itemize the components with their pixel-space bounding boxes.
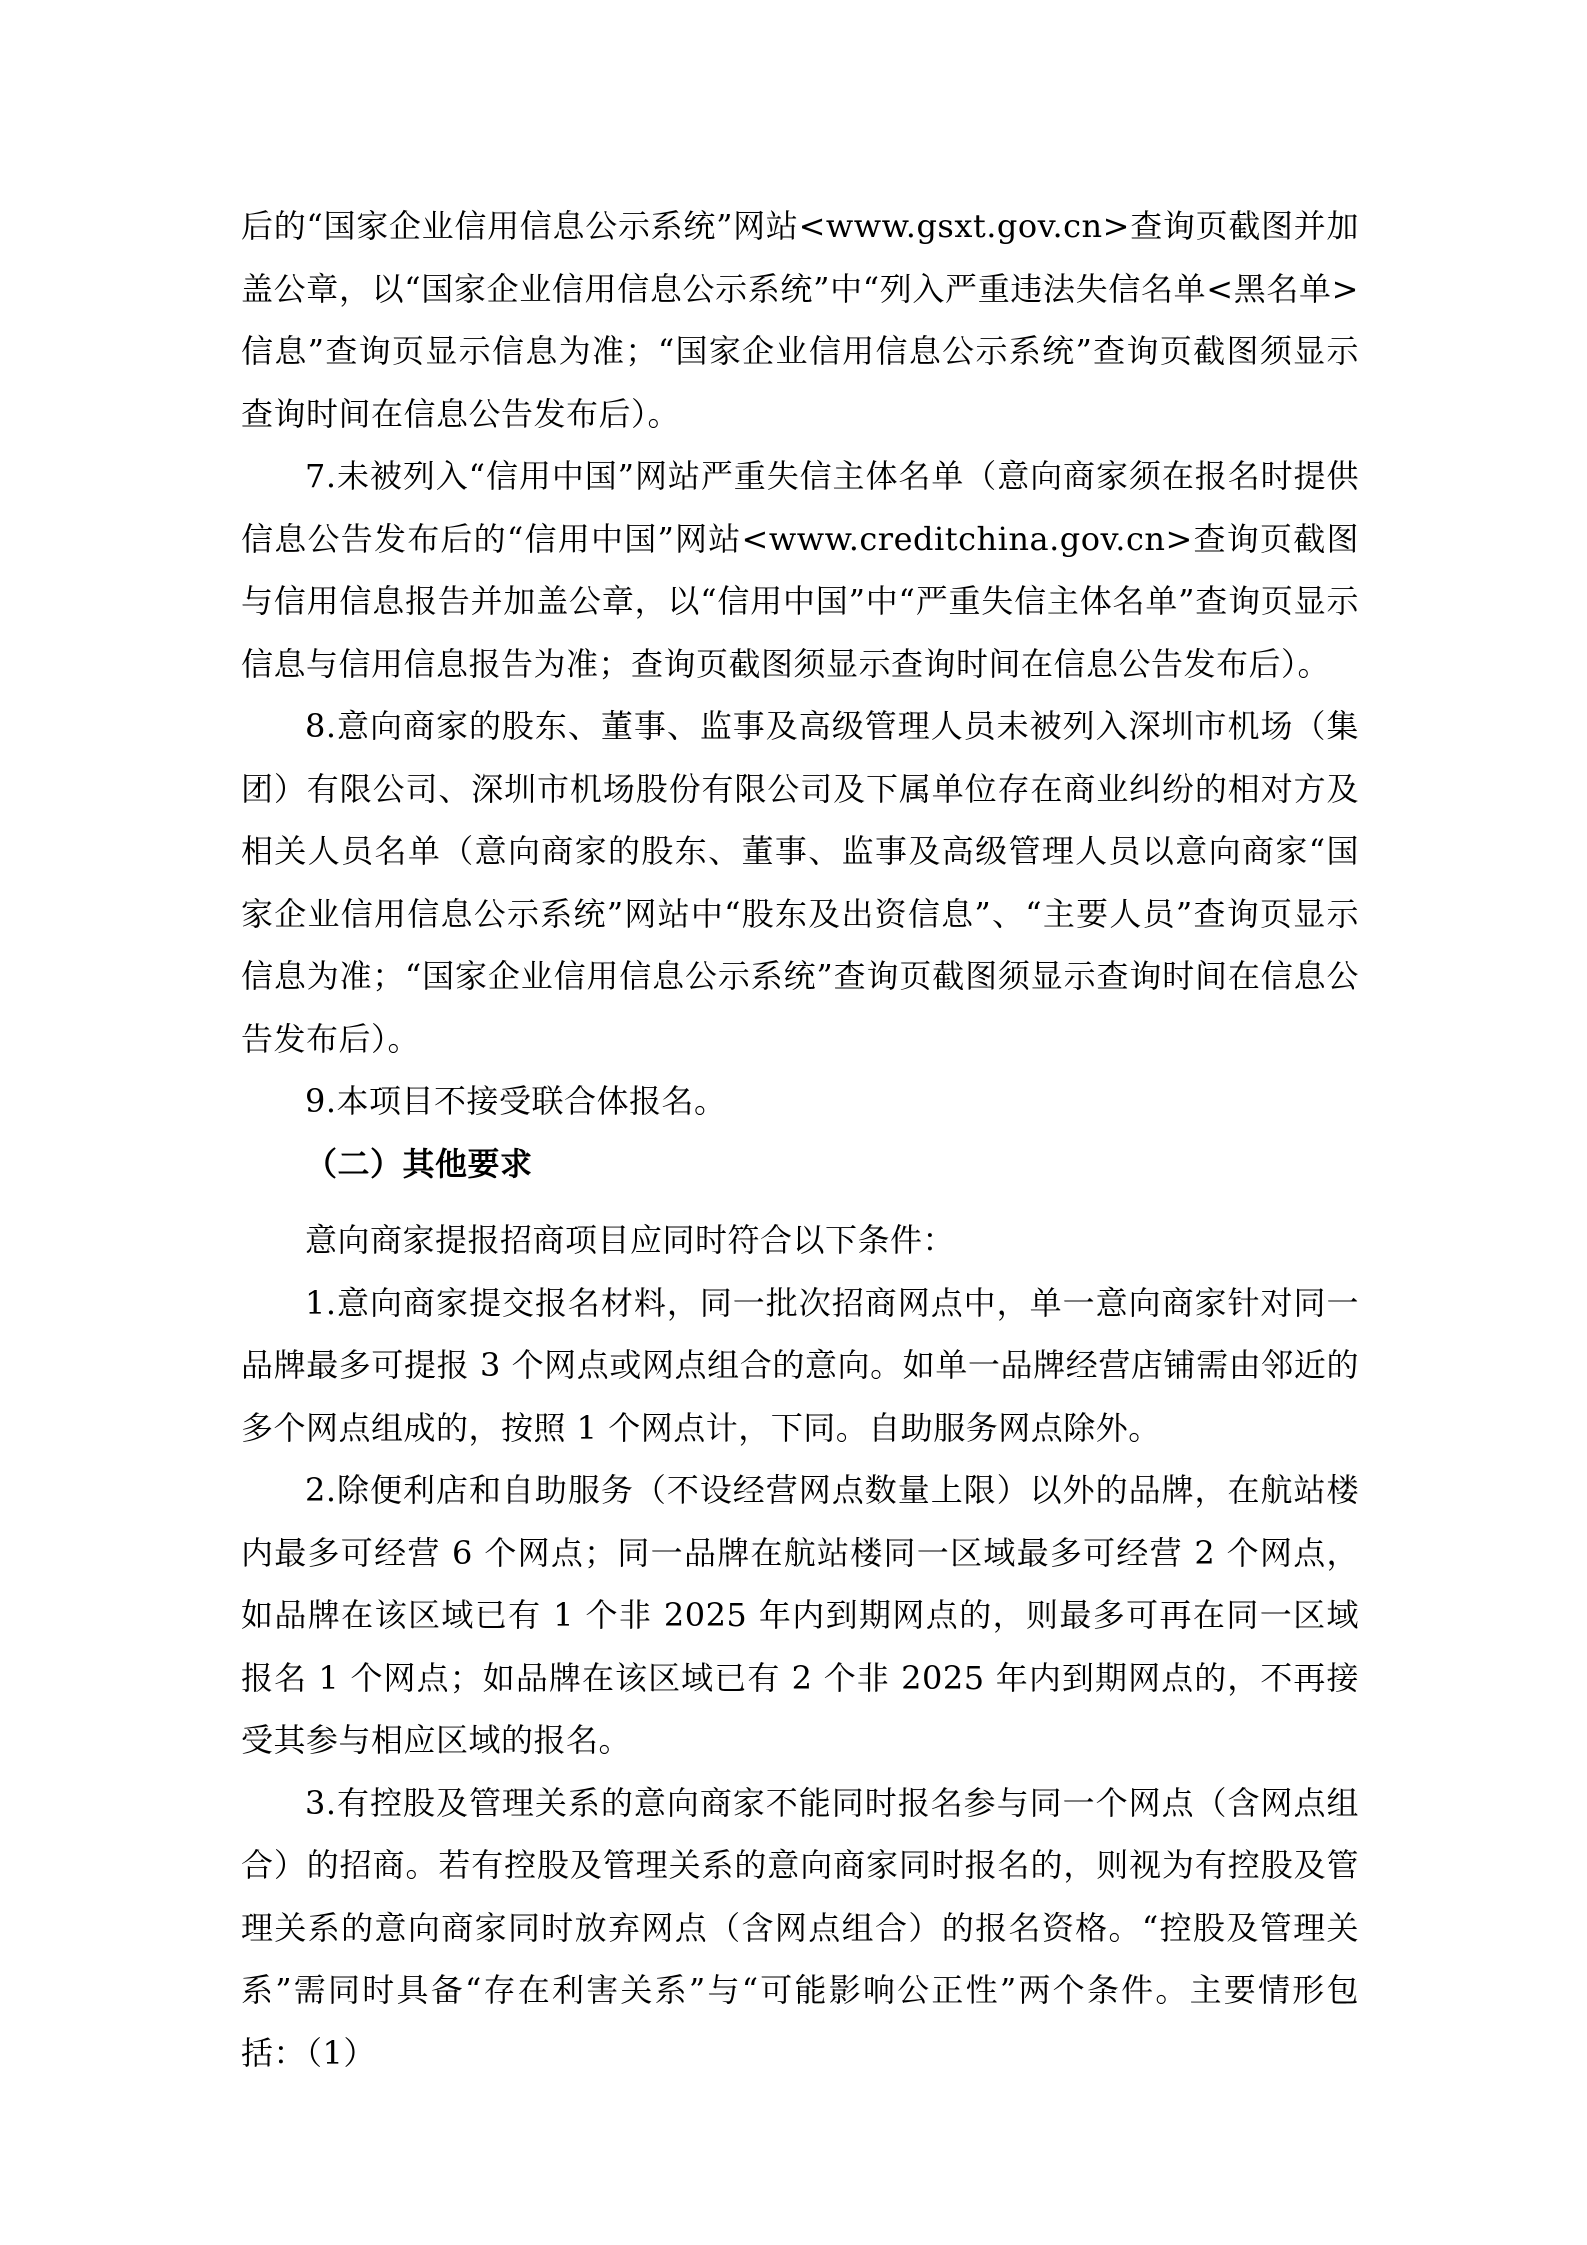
paragraph-item-7: 7.未被列入“信用中国”网站严重失信主体名单（意向商家须在报名时提供信息公告发布后的“信用中国”网站<www.creditchina.gov.cn>查询页截图与信用信息报告并加盖公章，以“信用中国”中“严重失信主体名单”查询页显示信息与信用信息报告为准；查询页截图须显示查询时间在信息公告发布后）。	[241, 457, 1359, 683]
paragraph-condition-1: 1.意向商家提交报名材料，同一批次招商网点中，单一意向商家针对同一品牌最多可提报 3 个网点或网点组合的意向。如单一品牌经营店铺需由邻近的多个网点组成的，按照 1 个网点计，下同。自助服务网点除外。	[241, 1283, 1359, 1447]
paragraph-item-8: 8.意向商家的股东、董事、监事及高级管理人员未被列入深圳市机场（集团）有限公司、深圳市机场股份有限公司及下属单位存在商业纠纷的相对方及相关人员名单（意向商家的股东、董事、监事及高级管理人员以意向商家“国家企业信用信息公示系统”网站中“股东及出资信息”、“主要人员”查询页显示信息为准；“国家企业信用信息公示系统”查询页截图须显示查询时间在信息公告发布后）。	[241, 707, 1359, 1058]
document-page	[241, 195, 1359, 2084]
paragraph-continuation: 后的“国家企业信用信息公示系统”网站<www.gsxt.gov.cn>查询页截图并加盖公章，以“国家企业信用信息公示系统”中“列入严重违法失信名单<黑名单>信息”查询页显示信息为准；“国家企业信用信息公示系统”查询页截图须显示查询时间在信息公告发布后）。	[241, 207, 1359, 433]
paragraph-conditions-intro: 意向商家提报招商项目应同时符合以下条件：	[305, 1221, 956, 1259]
paragraph-item-9: 9.本项目不接受联合体报名。	[305, 1082, 727, 1120]
paragraph-condition-3: 3.有控股及管理关系的意向商家不能同时报名参与同一个网点（含网点组合）的招商。若有控股及管理关系的意向商家同时报名的，则视为有控股及管理关系的意向商家同时放弃网点（含网点组合）的报名资格。“控股及管理关系”需同时具备“存在利害关系”与“可能影响公正性”两个条件。主要情形包括：（1）	[241, 1783, 1359, 2072]
section-heading-other-requirements: （二）其他要求	[305, 1144, 533, 1183]
paragraph-condition-2: 2.除便利店和自助服务（不设经营网点数量上限）以外的品牌，在航站楼内最多可经营 6 个网点；同一品牌在航站楼同一区域最多可经营 2 个网点，如品牌在该区域已有 1 个非 2025 年内到期网点的，则最多可再在同一区域报名 1 个网点；如品牌在该区域已有 2 个非 2025 年内到期网点的，不再接受其参与相应区域的报名。	[241, 1471, 1359, 1759]
